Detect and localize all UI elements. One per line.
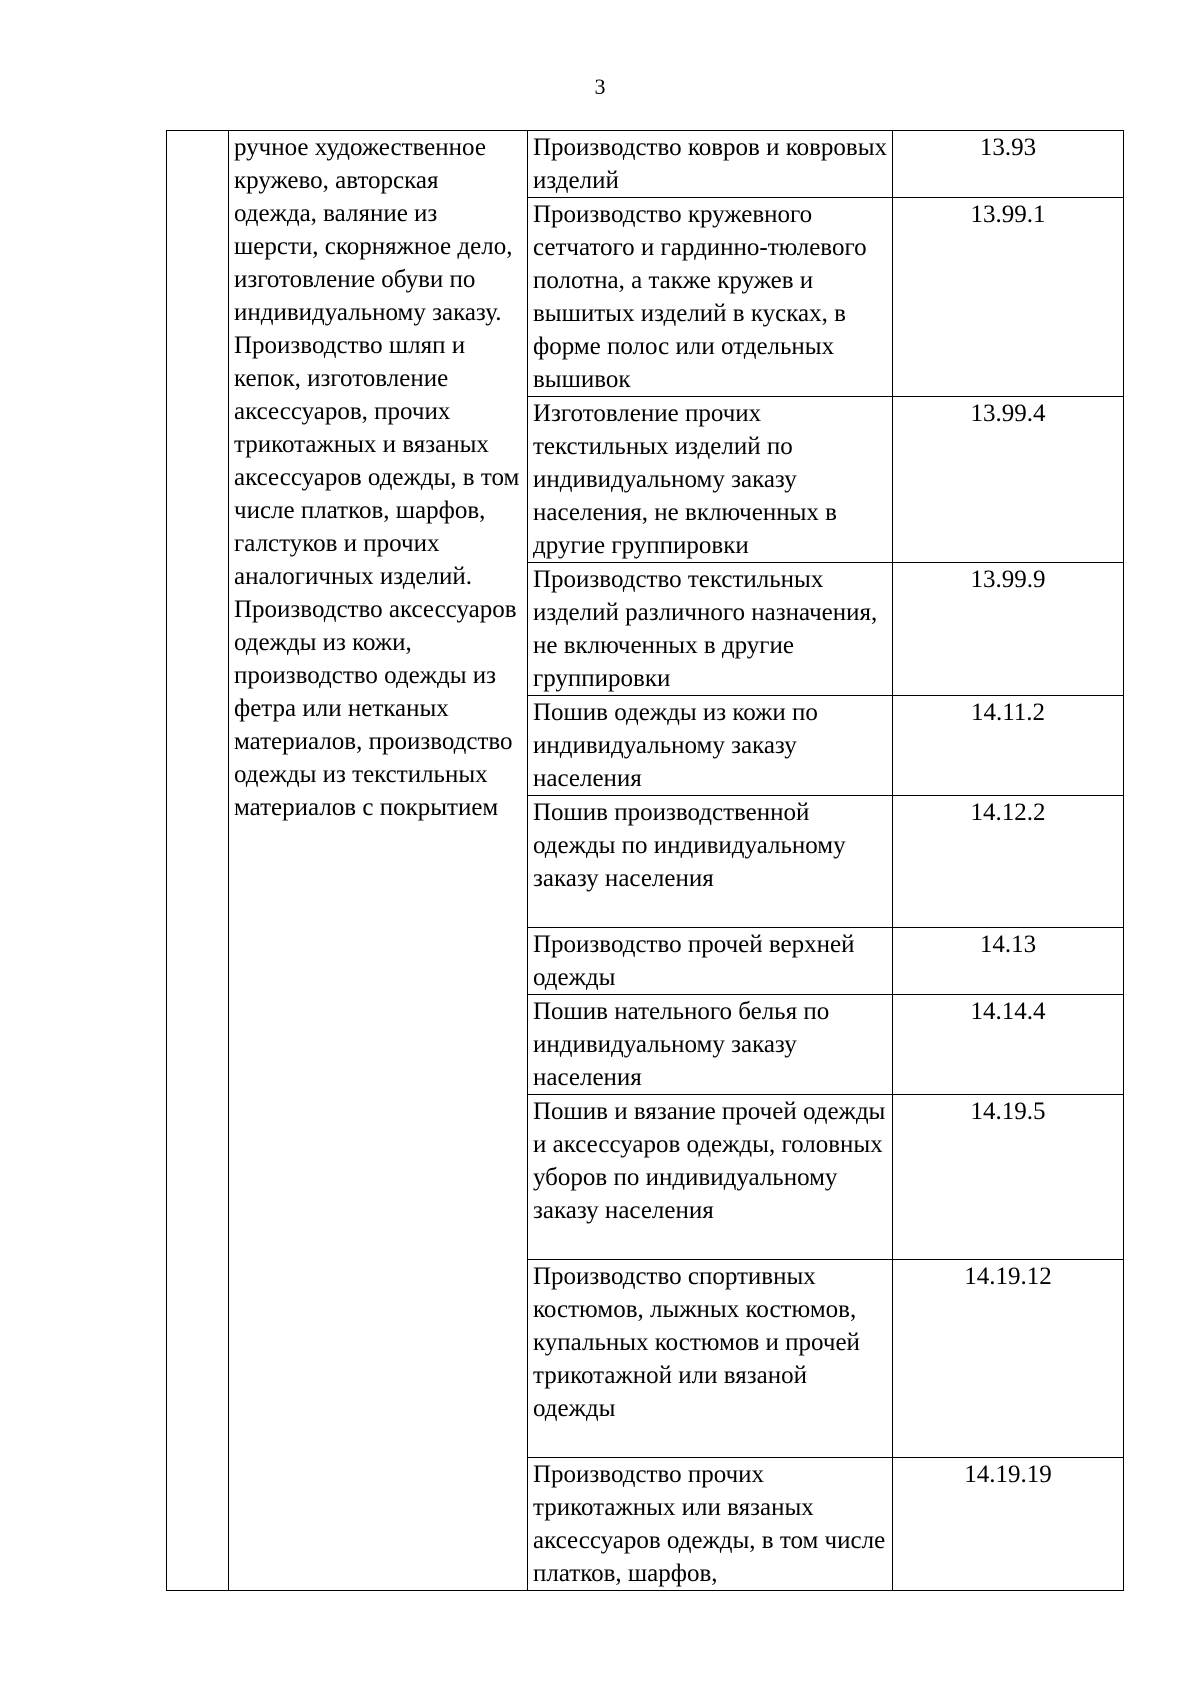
- okved-code-cell: [893, 1095, 1124, 1260]
- okved-code-cell: [893, 397, 1124, 563]
- okved-name: Пошив нательного белья по индивидуальному заказу населения: [533, 998, 830, 1091]
- okved-name: Пошив одежды из кожи по индивидуальному заказу населения: [533, 699, 818, 792]
- okved-name-cell: [528, 198, 893, 397]
- okved-code-cell: [893, 696, 1124, 796]
- okved-code-cell: [893, 131, 1124, 198]
- okved-name: Производство спортивных костюмов, лыжных костюмов, купальных костюмов и прочей трикотажной или вязаной одежды: [533, 1263, 860, 1422]
- okved-code: 14.13: [979, 931, 1037, 958]
- okved-code-cell: [893, 796, 1124, 928]
- activity-codes-table: [166, 130, 1124, 1591]
- table-row: [167, 131, 1124, 198]
- okved-code: 14.12.2: [970, 799, 1046, 826]
- okved-code-cell: [893, 1260, 1124, 1458]
- page-number: 3: [594, 74, 606, 99]
- okved-code-cell: [893, 995, 1124, 1095]
- okved-name: Производство кружевного сетчатого и гардинно-тюлевого полотна, а также кружев и вышитых изделий в кусках, в форме полос или отдельных вышивок: [533, 201, 867, 393]
- okved-name-cell: [528, 1260, 893, 1458]
- okved-name: Производство прочей верхней одежды: [533, 931, 855, 991]
- okved-name-cell: [528, 563, 893, 696]
- activity-kind-cell: [229, 131, 528, 1591]
- number-cell: [167, 131, 229, 1591]
- okved-name: Производство ковров и ковровых изделий: [533, 134, 887, 194]
- okved-name-cell: [528, 928, 893, 995]
- okved-name-cell: [528, 397, 893, 563]
- okved-code: 14.19.12: [964, 1263, 1052, 1290]
- okved-code: 13.99.9: [970, 566, 1046, 593]
- okved-code: 13.99.1: [970, 201, 1046, 228]
- okved-code: 14.14.4: [970, 998, 1046, 1025]
- okved-code-cell: [893, 1458, 1124, 1591]
- okved-name: Пошив производственной одежды по индивидуальному заказу населения: [533, 799, 846, 892]
- okved-name-cell: [528, 796, 893, 928]
- okved-name-cell: [528, 1095, 893, 1260]
- okved-name-cell: [528, 1458, 893, 1591]
- okved-name: Пошив и вязание прочей одежды и аксессуаров одежды, головных уборов по индивидуальному заказу населения: [533, 1098, 886, 1224]
- okved-code: 14.19.5: [970, 1098, 1046, 1125]
- okved-code: 14.19.19: [964, 1461, 1052, 1488]
- activity-kind-text: ручное художественное кружево, авторская одежда, валяние из шерсти, скорняжное дело, изготовление обуви по индивидуальному заказу. Производство шляп и кепок, изготовление аксессуаров, прочих трикотажных и вязаных аксессуаров одежды, в том числе платков, шарфов, галстуков и прочих аналогичных изделий. Производство аксессуаров одежды из кожи, производство одежды из фетра или нетканых материалов, производство одежды из текстильных материалов с покрытием: [234, 134, 520, 821]
- okved-name-cell: [528, 696, 893, 796]
- okved-code-cell: [893, 928, 1124, 995]
- okved-code: 13.99.4: [970, 400, 1046, 427]
- okved-code-cell: [893, 563, 1124, 696]
- okved-name: Изготовление прочих текстильных изделий по индивидуальному заказу населения, не включенных в другие группировки: [533, 400, 837, 559]
- okved-code-cell: [893, 198, 1124, 397]
- okved-code: 13.93: [979, 134, 1037, 161]
- okved-name: Производство прочих трикотажных или вязаных аксессуаров одежды, в том числе платков, шарфов,: [533, 1461, 886, 1587]
- okved-code: 14.11.2: [970, 699, 1046, 726]
- okved-name-cell: [528, 995, 893, 1095]
- okved-name: Производство текстильных изделий различного назначения, не включенных в другие группировки: [533, 566, 878, 692]
- okved-name-cell: [528, 131, 893, 198]
